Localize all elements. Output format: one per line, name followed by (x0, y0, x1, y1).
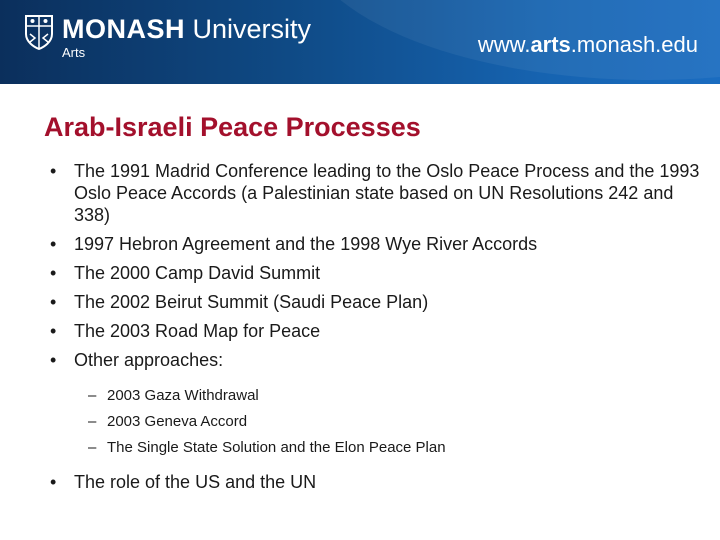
sub-bullet-text: The Single State Solution and the Elon Peace Plan (107, 439, 446, 456)
bullet-text: The 2003 Road Map for Peace (74, 321, 321, 341)
bullet-text: The 1991 Madrid Conference leading to the Oslo Peace Process and the 1993 Oslo Peace Accords (a Palestinian state based on UN Resolutions 242 and 338) (74, 161, 700, 225)
bullet-item (44, 320, 704, 342)
url-prefix: www. (477, 32, 531, 57)
header-banner (0, 0, 720, 84)
sub-bullet-text: 2003 Geneva Accord (107, 413, 248, 430)
bullet-mark: • (50, 234, 57, 254)
bullet-text: The 2002 Beirut Summit (Saudi Peace Plan) (74, 292, 429, 312)
bullet-item (44, 160, 704, 226)
sub-bullet-mark: – (88, 413, 97, 430)
slide-content (44, 160, 704, 500)
bullet-mark: • (50, 472, 57, 492)
brand-strong: MONASH (62, 14, 185, 44)
sub-bullet-item (44, 439, 704, 457)
sub-bullet-item (44, 413, 704, 431)
bullet-mark: • (50, 350, 57, 370)
university-brand (62, 14, 311, 61)
bullet-text: 1997 Hebron Agreement and the 1998 Wye River Accords (74, 234, 538, 254)
sub-bullet-mark: – (88, 387, 97, 404)
bullet-text: The role of the US and the UN (74, 472, 317, 492)
bullet-item (44, 349, 704, 371)
brand-rest: University (185, 14, 312, 44)
bullet-text: The 2000 Camp David Summit (74, 263, 321, 283)
bullet-item (44, 262, 704, 284)
sub-bullet-item (44, 387, 704, 405)
bullet-mark: • (50, 161, 57, 181)
bullet-mark: • (50, 321, 57, 341)
sub-bullet-mark: – (88, 439, 97, 456)
bullet-item (44, 233, 704, 255)
brand-name (62, 14, 311, 44)
sub-bullet-list (44, 387, 704, 457)
bullet-mark: • (50, 263, 57, 283)
bullet-item (44, 291, 704, 313)
sub-bullet-text: 2003 Gaza Withdrawal (107, 387, 259, 404)
url-suffix: .monash.edu (570, 32, 698, 57)
bullet-text: Other approaches: (74, 350, 224, 370)
bullet-item (44, 471, 704, 493)
slide-title: Arab-Israeli Peace Processes (44, 112, 421, 142)
faculty-name: Arts (62, 45, 86, 60)
website-url (478, 32, 698, 58)
monash-crest-icon (24, 14, 54, 50)
bullet-mark: • (50, 292, 57, 312)
url-strong: arts (530, 32, 571, 57)
